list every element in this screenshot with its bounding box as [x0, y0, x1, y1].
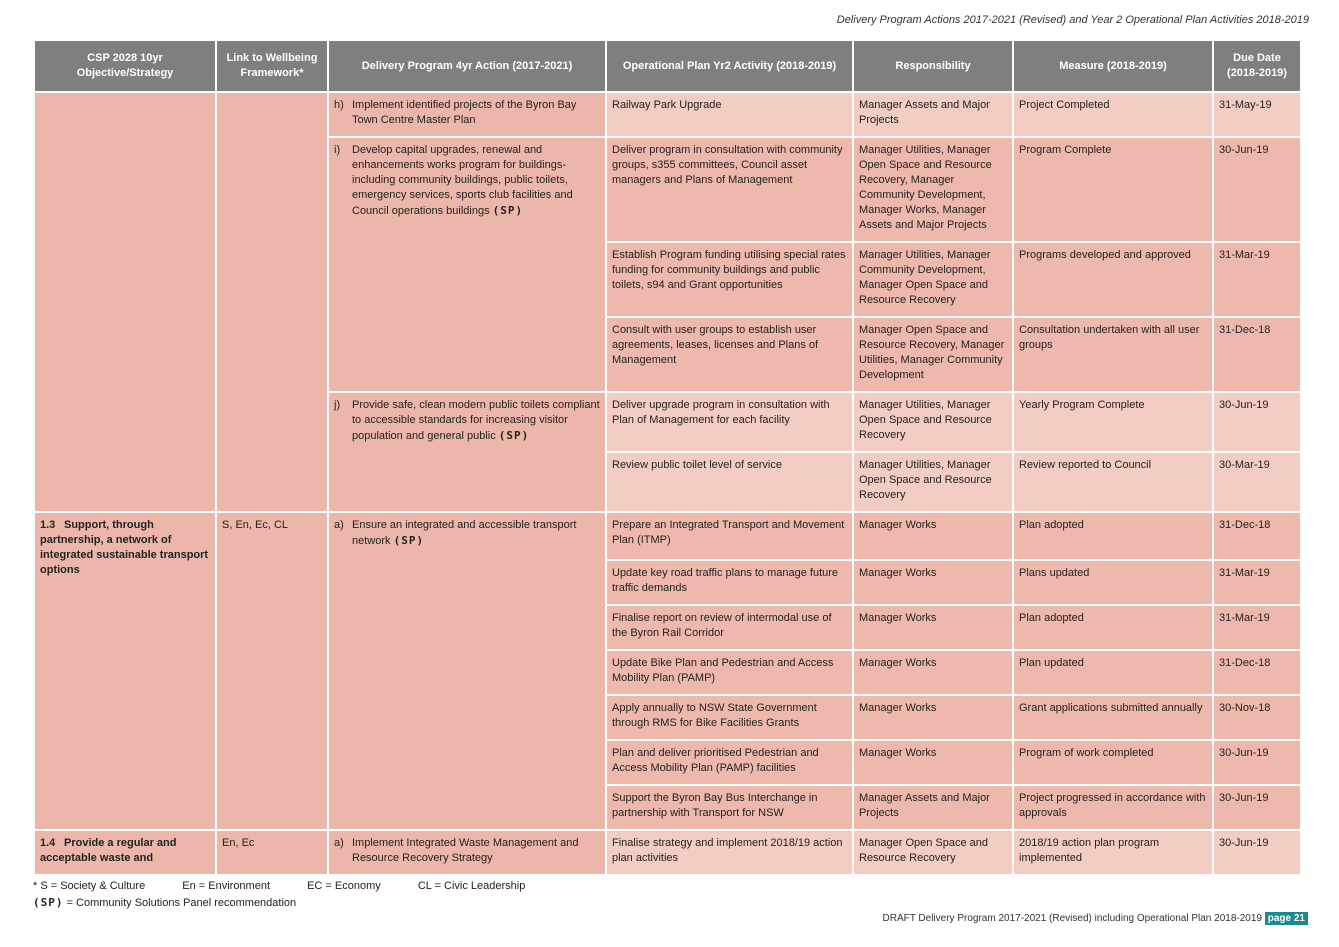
column-header-csp: CSP 2028 10yr Objective/Strategy — [35, 41, 215, 91]
table-row — [35, 91, 1300, 136]
dp-action-text: Implement identified projects of the Byron Bay Town Centre Master Plan — [352, 99, 577, 126]
csp-strategy-number: 1.3 — [40, 519, 56, 531]
responsibility-cell: Manager Open Space and Resource Recovery, Manager Utilities, Manager Community Development — [854, 316, 1012, 391]
measure-cell: Program of work completed — [1014, 739, 1212, 784]
due-date-cell: 30-Jun-19 — [1214, 391, 1300, 451]
op-activity-cell: Plan and deliver prioritised Pedestrian and Access Mobility Plan (PAMP) facilities — [607, 739, 852, 784]
due-date-cell: 31-Mar-19 — [1214, 241, 1300, 316]
op-activity-cell: Support the Byron Bay Bus Interchange in partnership with Transport for NSW — [607, 784, 852, 829]
sp-tag: (SP) — [498, 429, 530, 442]
measure-cell: Plan adopted — [1014, 511, 1212, 559]
measure-cell: Project progressed in accordance with approvals — [1014, 784, 1212, 829]
op-activity-cell: Finalise report on review of intermodal use of the Byron Rail Corridor — [607, 604, 852, 649]
sp-tag: (SP) — [393, 534, 425, 547]
column-header-delivery-program: Delivery Program 4yr Action (2017-2021) — [329, 41, 605, 91]
dp-action-text: Provide safe, clean modern public toilets compliant to accessible standards for increasing visitor population and general public — [352, 399, 600, 442]
sp-tag: (SP) — [492, 204, 524, 217]
table-row — [35, 511, 1300, 559]
op-activity-cell: Update Bike Plan and Pedestrian and Access Mobility Plan (PAMP) — [607, 649, 852, 694]
responsibility-cell: Manager Works — [854, 604, 1012, 649]
table-row — [35, 829, 1300, 874]
measure-cell: Programs developed and approved — [1014, 241, 1212, 316]
dp-action-text: Develop capital upgrades, renewal and enhancements works program for buildings- including community buildings, public toilets, emergency services, sports club facilities and Council operations buildings — [352, 144, 573, 217]
measure-cell: Plan adopted — [1014, 604, 1212, 649]
due-date-cell: 30-Jun-19 — [1214, 739, 1300, 784]
page-header: Delivery Program Actions 2017-2021 (Revised) and Year 2 Operational Plan Activities 2018-2019 — [836, 14, 1309, 26]
wellbeing-link-cell: En, Ec — [217, 829, 327, 874]
legend-item: En = Environment — [182, 880, 271, 892]
csp-strategy-cell — [35, 511, 215, 829]
due-date-cell: 30-Nov-18 — [1214, 694, 1300, 739]
dp-action-cell: h) Implement identified projects of the Byron Bay Town Centre Master Plan — [329, 91, 605, 136]
responsibility-cell: Manager Works — [854, 649, 1012, 694]
column-header-measure: Measure (2018-2019) — [1014, 41, 1212, 91]
table-header-row — [35, 41, 1300, 91]
csp-strategy-cell — [35, 829, 215, 874]
due-date-cell: 31-Mar-19 — [1214, 559, 1300, 604]
measure-cell: 2018/19 action plan program implemented — [1014, 829, 1212, 874]
measure-cell: Yearly Program Complete — [1014, 391, 1212, 451]
dp-action-cell: j) Provide safe, clean modern public toilets compliant to accessible standards for increasing visitor population and general public (SP) — [329, 391, 605, 511]
due-date-cell: 30-Jun-19 — [1214, 829, 1300, 874]
op-activity-cell: Review public toilet level of service — [607, 451, 852, 511]
op-activity-cell: Deliver program in consultation with community groups, s355 committees, Council asset managers and Plans of Management — [607, 136, 852, 241]
measure-cell: Plan updated — [1014, 649, 1212, 694]
dp-action-cell: a) Implement Integrated Waste Management and Resource Recovery Strategy — [329, 829, 605, 874]
legend-item: EC = Economy — [307, 880, 381, 892]
column-header-due-date: Due Date (2018-2019) — [1214, 41, 1300, 91]
responsibility-cell: Manager Utilities, Manager Open Space and Resource Recovery — [854, 391, 1012, 451]
due-date-cell: 31-Mar-19 — [1214, 604, 1300, 649]
measure-cell: Project Completed — [1014, 91, 1212, 136]
column-header-wellbeing-link: Link to Wellbeing Framework* — [217, 41, 327, 91]
page-footer — [883, 913, 1309, 924]
csp-strategy-text: Support, through partnership, a network of integrated sustainable transport options — [40, 519, 209, 576]
op-activity-cell: Prepare an Integrated Transport and Movement Plan (ITMP) — [607, 511, 852, 559]
responsibility-cell: Manager Assets and Major Projects — [854, 784, 1012, 829]
dp-action-cell: i) Develop capital upgrades, renewal and enhancements works program for buildings- including community buildings, public toilets, emergency services, sports club facilities and Council operations buildings (SP) — [329, 136, 605, 391]
op-activity-cell: Finalise strategy and implement 2018/19 action plan activities — [607, 829, 852, 874]
responsibility-cell: Manager Works — [854, 739, 1012, 784]
op-activity-cell: Update key road traffic plans to manage future traffic demands — [607, 559, 852, 604]
footer-text: DRAFT Delivery Program 2017-2021 (Revised) including Operational Plan 2018-2019 — [882, 913, 1262, 924]
measure-cell: Consultation undertaken with all user groups — [1014, 316, 1212, 391]
op-activity-cell: Railway Park Upgrade — [607, 91, 852, 136]
delivery-program-table — [33, 41, 1302, 874]
responsibility-cell: Manager Works — [854, 694, 1012, 739]
wellbeing-link-cell: S, En, Ec, CL — [217, 511, 327, 829]
due-date-cell: 31-Dec-18 — [1214, 316, 1300, 391]
responsibility-cell: Manager Utilities, Manager Community Development, Manager Open Space and Resource Recovery — [854, 241, 1012, 316]
csp-cell — [35, 91, 215, 511]
due-date-cell: 31-Dec-18 — [1214, 649, 1300, 694]
sp-legend-text: = Community Solutions Panel recommendation — [66, 897, 297, 909]
sp-tag: (SP) — [33, 896, 64, 909]
dp-action-cell: a) Ensure an integrated and accessible transport network (SP) — [329, 511, 605, 829]
due-date-cell: 30-Jun-19 — [1214, 784, 1300, 829]
measure-cell: Review reported to Council — [1014, 451, 1212, 511]
dp-action-text: Implement Integrated Waste Management and Resource Recovery Strategy — [352, 837, 579, 864]
responsibility-cell: Manager Utilities, Manager Open Space and Resource Recovery — [854, 451, 1012, 511]
dp-action-text: Ensure an integrated and accessible transport network — [352, 519, 577, 547]
page-number: page 21 — [1265, 912, 1308, 925]
column-header-operational-plan: Operational Plan Yr2 Activity (2018-2019) — [607, 41, 852, 91]
op-activity-cell: Establish Program funding utilising special rates funding for community buildings and public toilets, s94 and Grant opportunities — [607, 241, 852, 316]
op-activity-cell: Consult with user groups to establish user agreements, leases, licenses and Plans of Management — [607, 316, 852, 391]
responsibility-cell: Manager Assets and Major Projects — [854, 91, 1012, 136]
legend-item: CL = Civic Leadership — [417, 880, 526, 892]
responsibility-cell: Manager Open Space and Resource Recovery — [854, 829, 1012, 874]
csp-strategy-text: Provide a regular and acceptable waste and — [40, 837, 177, 864]
responsibility-cell: Manager Utilities, Manager Open Space and Resource Recovery, Manager Community Development, Manager Works, Manager Assets and Major Projects — [854, 136, 1012, 241]
responsibility-cell: Manager Works — [854, 511, 1012, 559]
measure-cell: Plans updated — [1014, 559, 1212, 604]
due-date-cell: 31-Dec-18 — [1214, 511, 1300, 559]
due-date-cell: 30-Mar-19 — [1214, 451, 1300, 511]
due-date-cell: 30-Jun-19 — [1214, 136, 1300, 241]
measure-cell: Grant applications submitted annually — [1014, 694, 1212, 739]
measure-cell: Program Complete — [1014, 136, 1212, 241]
legend-item: * S = Society & Culture — [33, 880, 146, 892]
column-header-responsibility: Responsibility — [854, 41, 1012, 91]
responsibility-cell: Manager Works — [854, 559, 1012, 604]
sp-legend — [33, 896, 296, 909]
wellbeing-link-cell — [217, 91, 327, 511]
op-activity-cell: Apply annually to NSW State Government through RMS for Bike Facilities Grants — [607, 694, 852, 739]
wellbeing-legend — [33, 880, 559, 892]
csp-strategy-number: 1.4 — [40, 837, 56, 849]
op-activity-cell: Deliver upgrade program in consultation with Plan of Management for each facility — [607, 391, 852, 451]
due-date-cell: 31-May-19 — [1214, 91, 1300, 136]
